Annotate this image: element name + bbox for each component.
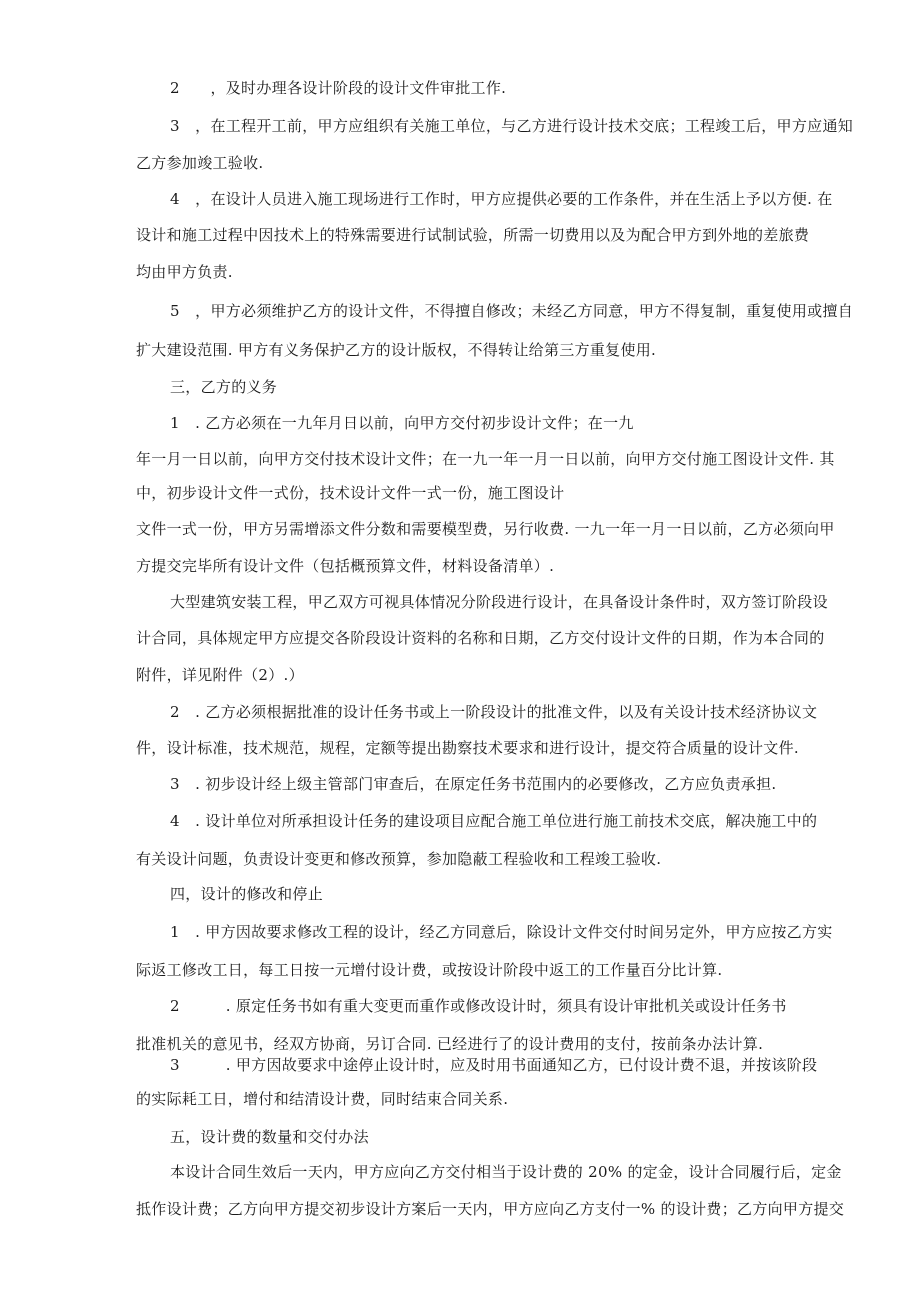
text-line-12: 文件一式一份，甲方另需增添文件分数和需要模型费，另行收费. 一九一年一月一日以前，乙方必须向甲 (136, 520, 835, 538)
text-line-9: 1 . 乙方必须在一九年月日以前，向甲方交付初步设计文件；在一九 (170, 414, 634, 432)
text-line-24: 2 . 原定任务书如有重大变更而重作或修改设计时，须具有设计审批机关或设计任务书 (170, 997, 787, 1015)
text-line-21: 有关设计问题，负责设计变更和修改预算，参加隐蔽工程验收和工程竣工验收. (136, 850, 662, 868)
text-line-25: 批准机关的意见书，经双方协商，另订合同. 已经进行了的设计费用的支付，按前条办法计算. (136, 1035, 764, 1053)
text-line-13: 方提交完毕所有设计文件（包括概预算文件，材料设备清单）. (136, 557, 555, 575)
section-heading-3: 三，乙方的义务 (170, 378, 278, 396)
text-line-3: 乙方参加竣工验收. (136, 154, 264, 172)
section-heading-5: 五，设计费的数量和交付办法 (170, 1128, 369, 1146)
text-line-20: 4 . 设计单位对所承担设计任务的建设项目应配合施工单位进行施工前技术交底，解决施工中的 (170, 812, 818, 830)
text-line-11: 中，初步设计文件一式份，技术设计文件一式一份，施工图设计 (136, 484, 565, 502)
text-line-14: 大型建筑安装工程，甲乙双方可视具体情况分阶段进行设计，在具备设计条件时，双方签订阶段设 (170, 593, 828, 611)
text-line-23: 际返工修改工日，每工日按一元增付设计费，或按设计阶段中返工的工作量百分比计算. (136, 961, 723, 979)
text-line-18: 件，设计标准，技术规范，规程，定额等提出勘察技术要求和进行设计，提交符合质量的设计文件. (136, 739, 799, 757)
text-line-29: 抵作设计费；乙方向甲方提交初步设计方案后一天内，甲方应向乙方支付一% 的设计费；乙方向甲方提交 (136, 1200, 845, 1218)
text-line-5: 设计和施工过程中因技术上的特殊需要进行试制试验，所需一切费用以及为配合甲方到外地的差旅费 (136, 226, 810, 244)
text-line-10: 年一月一日以前，向甲方交付技术设计文件；在一九一年一月一日以前，向甲方交付施工图设计文件. 其 (136, 450, 835, 468)
text-line-22: 1 . 甲方因故要求修改工程的设计，经乙方同意后，除设计文件交付时间另定外，甲方应按乙方实 (170, 923, 833, 941)
text-line-7: 5 ，甲方必须维护乙方的设计文件，不得擅自修改；未经乙方同意，甲方不得复制，重复使用或擅自 (170, 302, 854, 320)
text-line-2: 3 ，在工程开工前，甲方应组织有关施工单位，与乙方进行设计技术交底；工程竣工后，甲方应通知 (170, 117, 854, 135)
section-heading-4: 四，设计的修改和停止 (170, 885, 324, 903)
text-line-27: 的实际耗工日，增付和结清设计费，同时结束合同关系. (136, 1090, 509, 1108)
text-line-4: 4 ，在设计人员进入施工现场进行工作时，甲方应提供必要的工作条件，并在生活上予以方便. 在 (170, 190, 833, 208)
text-line-19: 3 . 初步设计经上级主管部门审查后，在原定任务书范围内的必要修改，乙方应负责承担. (170, 775, 777, 793)
text-line-1: 2 ，及时办理各设计阶段的设计文件审批工作. (170, 79, 507, 97)
text-line-17: 2 . 乙方必须根据批准的设计任务书或上一阶段设计的批准文件，以及有关设计技术经济协议文 (170, 703, 818, 721)
text-line-15: 计合同，具体规定甲方应提交各阶段设计资料的名称和日期，乙方交付设计文件的日期，作为本合同的 (136, 629, 825, 647)
text-line-6: 均由甲方负责. (136, 263, 233, 281)
text-line-28: 本设计合同生效后一天内，甲方应向乙方交付相当于设计费的 20% 的定金，设计合同履行后，定金 (170, 1163, 842, 1181)
text-line-26: 3 . 甲方因故要求中途停止设计时，应及时用书面通知乙方，已付设计费不退，并按该阶段 (170, 1056, 818, 1074)
text-line-8: 扩大建设范围. 甲方有义务保护乙方的设计版权，不得转让给第三方重复使用. (136, 341, 657, 359)
text-line-16: 附件，详见附件（2）.） (136, 666, 304, 684)
